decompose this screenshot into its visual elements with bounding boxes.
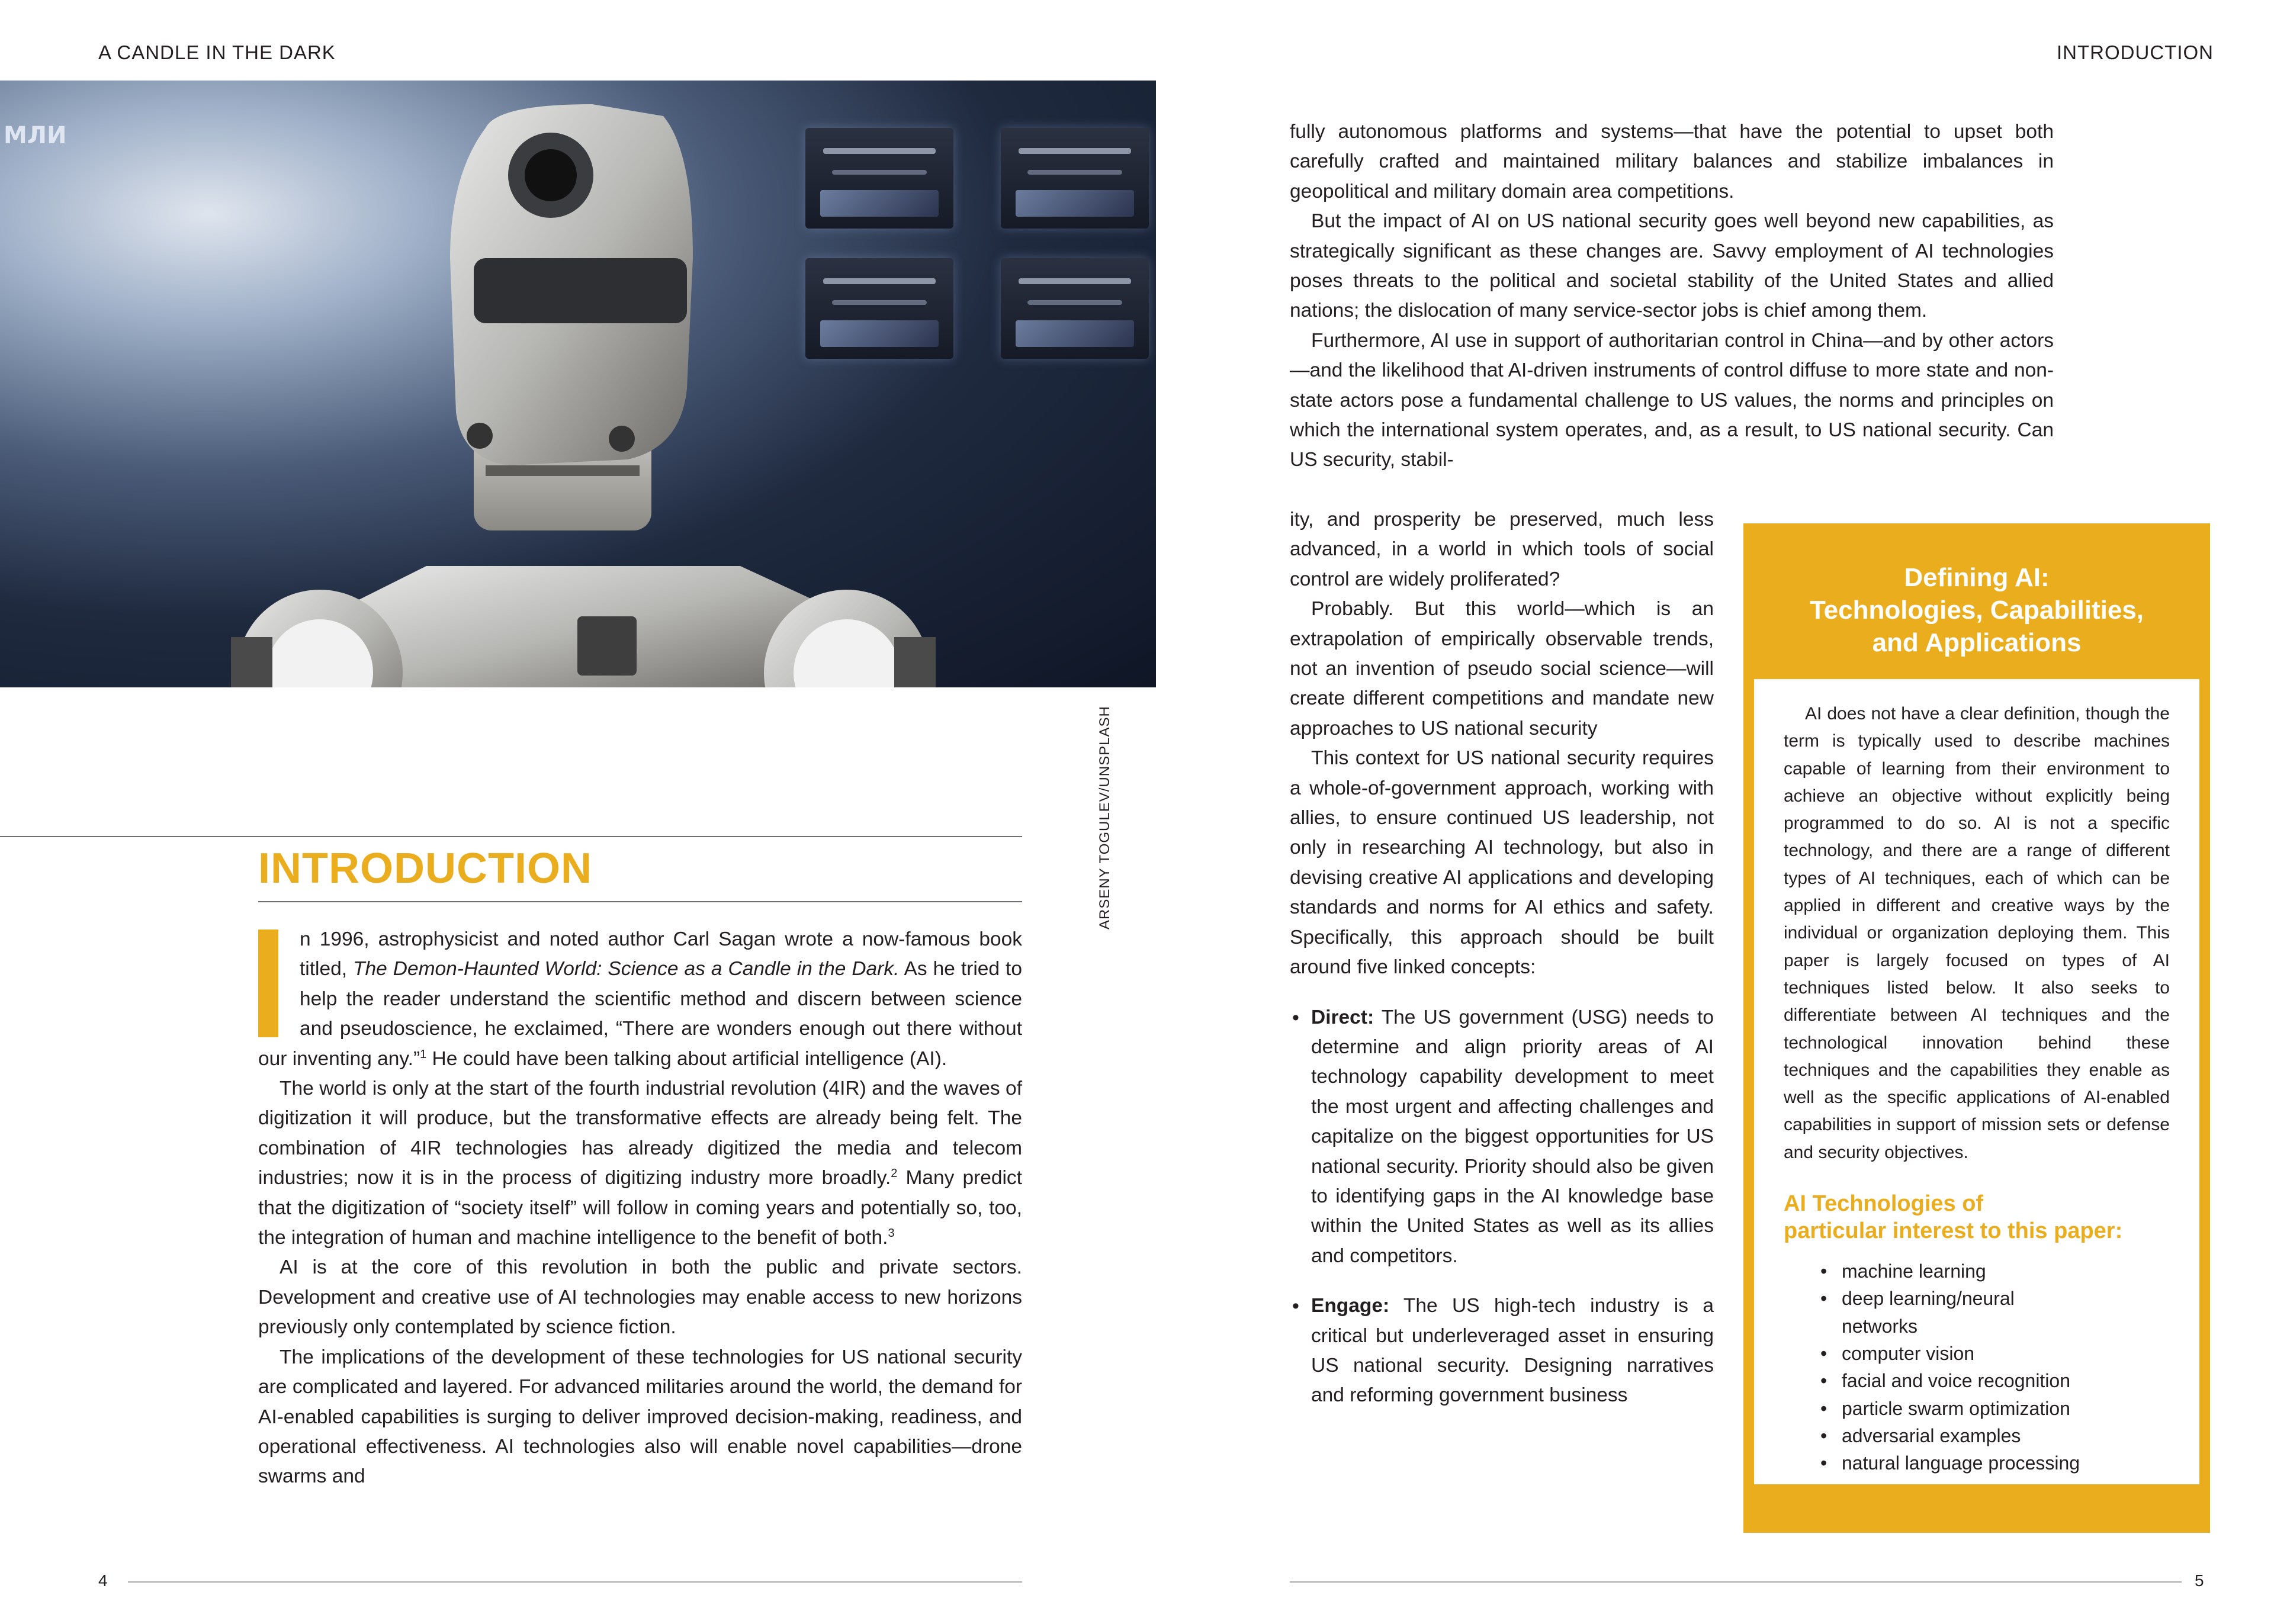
right-paragraph-2: But the impact of AI on US national security goes well beyond new capabilities, as strategically significant as these changes are. Savvy employment of AI technologies poses threats to the political and societal stability of the United States and allied nations; the dislocation of many service-sector jobs is chief among them. xyxy=(1290,210,2054,322)
sidebar-title: Defining AI: Technologies, Capabilities, and Applications xyxy=(1810,563,2144,657)
intro-paragraph-2: The world is only at the start of the fourth industrial revolution (4IR) and the waves of digitization it will produce, but the transformative effects are already being felt. The combination of 4IR technologies has already digitized the media and telecom industries; now it is in the process of digitizing industry more broadly.$^2$ Many predict that the digitization of “society itself” will follow in coming years and potentially so, too, the integration of human and machine intelligence to the benefit of both.$^3$ xyxy=(258,1078,1022,1249)
intro-paragraph-3: AI is at the core of this revolution in both the public and private sectors. Development and creative use of AI technologies may enable access to new horizons previously only contemplated by science fiction. xyxy=(258,1256,1022,1339)
sidebar-body: AI does not have a clear definition, though the term is typically used to describe machines capable of learning from their environment to achieve an objective without explicitly being programmed to do so. AI is not a specific technology, and there are a range of different types of AI techniques, each of which can be applied in different and creative ways by the individual or organization deploying them. This paper is largely focused on types of AI techniques listed below. It also seeks to differentiate between AI techniques and the technological innovation behind these techniques and the capabilities they enable as well as the specific applications of AI-enabled capabilities in support of mission sets or defense and security objectives. xyxy=(1784,704,2170,1162)
running-head-left: A CANDLE IN THE DARK xyxy=(98,41,336,63)
technology-item: • machine learning xyxy=(1820,1258,2170,1285)
photo-credit: ARSENY TOGULEV/UNSPLASH xyxy=(1097,706,1113,930)
drop-cap-bar xyxy=(258,930,278,1037)
page-number-right: 5 xyxy=(2195,1571,2204,1590)
technology-item: • facial and voice recognition xyxy=(1820,1367,2170,1394)
robot-photo xyxy=(0,81,1156,687)
footer-rule-right xyxy=(1290,1581,2182,1583)
technology-item-continued: networks xyxy=(1842,1315,1918,1337)
book-title: The Demon-Haunted World: Science as a Candle in the Dark. xyxy=(353,958,900,980)
technology-item: • computer vision xyxy=(1820,1340,2170,1367)
footnote-ref: 1 xyxy=(420,1047,427,1061)
sidebar-subhead: AI Technologies of particular interest to this paper: xyxy=(1784,1191,2123,1244)
technology-item: • particle swarm optimization xyxy=(1820,1395,2170,1422)
technology-item: • adversarial examples xyxy=(1820,1422,2170,1449)
concept-item-direct: • Direct: The US government (USG) needs to determine and align priority areas of AI technology capability development to meet the most urgent and affecting challenges and capitalize on the biggest opportunities for US national security. Priority should also be given to identifying gaps in the AI knowledge base within the United States as well as its allies and competitors. xyxy=(1290,1003,1714,1272)
concepts-list xyxy=(1290,1003,1714,1411)
technology-item: • deep learning/neural xyxy=(1820,1285,2170,1312)
photo-screen-text: МЛИ xyxy=(4,122,67,149)
right-paragraph-3-cont: ity, and prosperity be preserved, much less advanced, in a world in which tools of social control are widely proliferated? xyxy=(1290,509,1714,590)
robot-illustration xyxy=(0,81,1156,687)
defining-ai-sidebar xyxy=(1743,523,2210,1533)
right-paragraph-4: Probably. But this world—which is an extrapolation of empirically observable trends, not an invention of pseudo social science—will create different competitions and mandate new approaches to US national security xyxy=(1290,598,1714,739)
concept-term: Direct: xyxy=(1311,1006,1374,1028)
page-number-left: 4 xyxy=(98,1571,108,1590)
section-heading: INTRODUCTION xyxy=(258,845,592,892)
footnote-ref: 2 xyxy=(891,1167,898,1181)
concept-item-engage: • Engage: The US high-tech industry is a critical but underleveraged asset in ensuring US national security. Designing narratives and reforming government business xyxy=(1290,1291,1714,1411)
footer-rule-left xyxy=(128,1581,1022,1583)
right-paragraph-5: This context for US national security requires a whole-of-government approach, working with allies, to ensure continued US leadership, not only in researching AI technology, but also in devising creative AI applications and developing standards and norms for AI ethics and safety. Specifically, this approach should be built around five linked concepts: xyxy=(1290,747,1714,979)
intro-paragraph-1: n 1996, astrophysicist and noted author Carl Sagan wrote a now-famous book titled, The Demon-Haunted World: Science as a Candle in the Dark. As he tried to help the reader understand the scientific method and discern between science and pseudoscience, he exclaimed, “There are wonders enough out there without our inventing any.”$^1$ He could have been talking about artificial intelligence (AI). xyxy=(258,928,1022,1070)
heading-rule-top xyxy=(0,836,1022,837)
technologies-list xyxy=(1784,1258,2170,1477)
right-paragraph-1: fully autonomous platforms and systems—that have the potential to upset both carefully crafted and maintained military balances and stabilize imbalances in geopolitical and military domain area competitions. xyxy=(1290,121,2054,202)
right-column-narrow xyxy=(1290,505,1714,1431)
heading-rule-bottom xyxy=(258,901,1022,902)
intro-paragraph-4: The implications of the development of these technologies for US national security are complicated and layered. For advanced militaries around the world, the demand for AI-enabled capabilities is surging to deliver improved decision-making, readiness, and operational effectiveness. AI technologies also will enable novel capabilities—drone swarms and xyxy=(258,1346,1022,1488)
left-column xyxy=(258,925,1022,1492)
right-column-top xyxy=(1290,117,2054,475)
right-paragraph-3: Furthermore, AI use in support of authoritarian control in China—and by other actors—and the likelihood that AI-driven instruments of control diffuse to more state and non-state actors pose a fundamental challenge to US values, the norms and principles on which the international system operates, and, as a result, to US national security. Can US security, stabil- xyxy=(1290,329,2054,471)
footnote-ref: 3 xyxy=(888,1226,895,1240)
running-head-right: INTRODUCTION xyxy=(2057,41,2214,63)
sidebar-content xyxy=(1754,679,2199,1484)
concept-term: Engage: xyxy=(1311,1295,1390,1317)
technology-item: • natural language processing xyxy=(1820,1449,2170,1477)
